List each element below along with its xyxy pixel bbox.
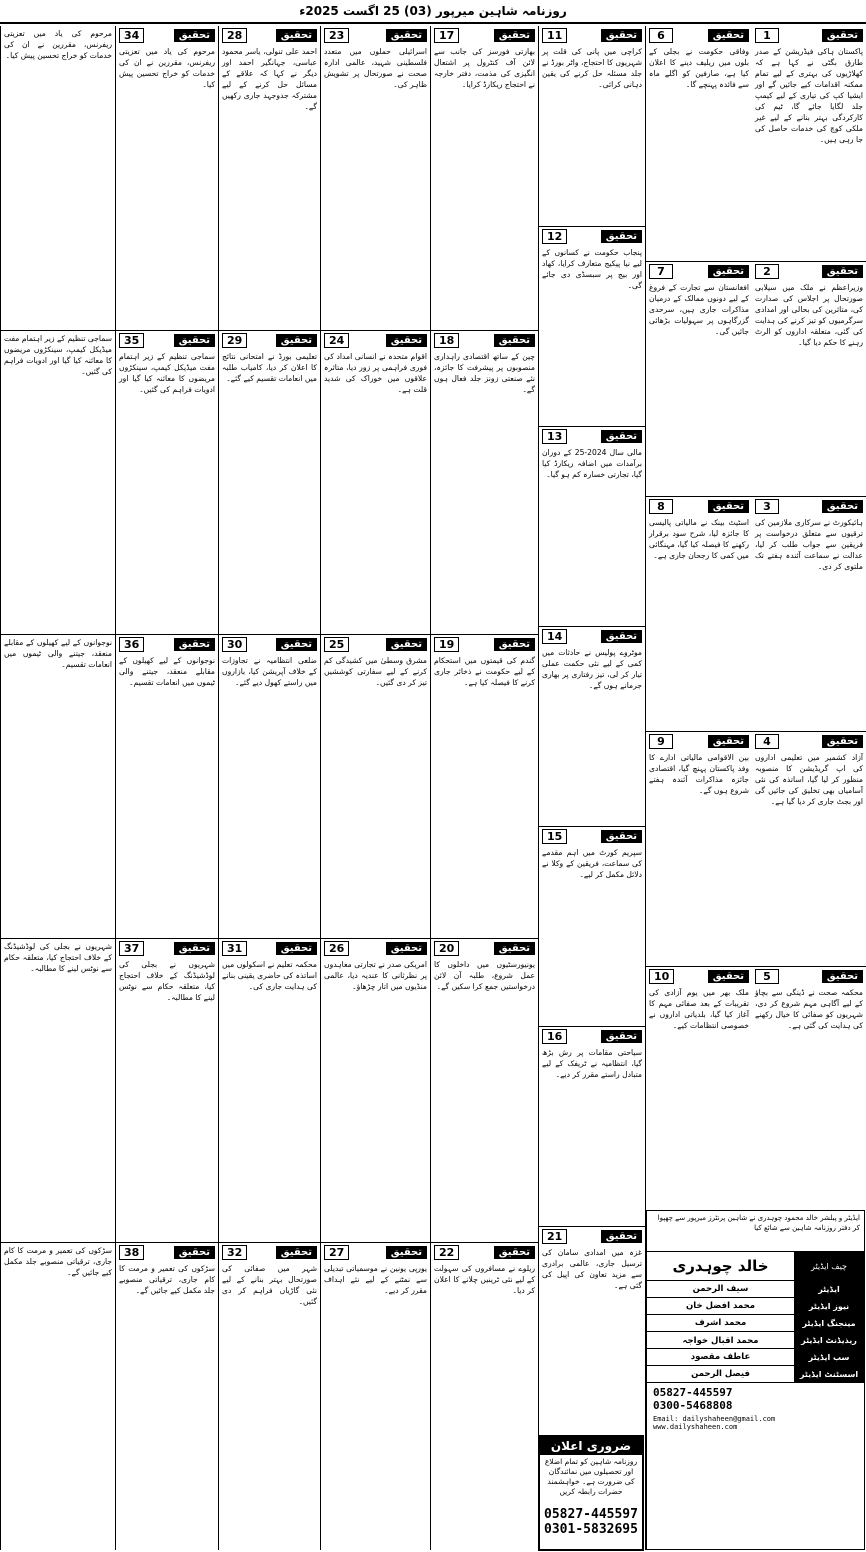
news-item — [646, 496, 752, 731]
news-item-text: نوجوانوں کے لیے کھیلوں کے مقابلے منعقد، جیتنے والی ٹیموں میں انعامات تقسیم۔ — [4, 638, 112, 669]
news-item-header — [542, 1029, 642, 1044]
staff-row — [647, 1281, 864, 1298]
news-item-header — [542, 829, 642, 844]
news-item-tag: تحقیق — [386, 29, 427, 42]
news-item-tag: تحقیق — [822, 735, 863, 748]
news-item-tag: تحقیق — [708, 970, 749, 983]
news-item-header — [222, 637, 317, 652]
news-item-text: سماجی تنظیم کے زیر اہتمام مفت میڈیکل کیمپ، سینکڑوں مریضوں کا معائنہ کیا گیا اور ادویات فراہم کی گئیں۔ — [4, 334, 112, 376]
news-item-number: 31 — [222, 941, 247, 956]
staff-role: نیوز ایڈیٹر — [794, 1298, 864, 1314]
news-item-number: 1 — [755, 28, 779, 43]
news-item-header — [542, 429, 642, 444]
news-item — [219, 938, 320, 1242]
news-item-number: 25 — [324, 637, 349, 652]
news-item — [219, 634, 320, 938]
news-item-header — [119, 333, 215, 348]
news-item-header — [324, 1245, 427, 1260]
imprint-staff — [647, 1281, 864, 1383]
news-item-text: موٹروے پولیس نے حادثات میں کمی کے لیے نئی حکمت عملی تیار کر لی، تیز رفتاری پر بھاری جرمانے ہوں گے۔ — [542, 648, 642, 690]
news-item — [539, 1226, 645, 1426]
news-item-number: 37 — [119, 941, 144, 956]
news-item-number: 19 — [434, 637, 459, 652]
news-item-text: افغانستان سے تجارت کے فروغ کے لیے دونوں ممالک کے درمیان مذاکرات جاری ہیں، سرحدی گزرگاہوں پر سہولیات بڑھائی جائیں گی۔ — [649, 283, 749, 336]
news-item-tag: تحقیق — [174, 1246, 215, 1259]
news-item-text: محکمہ تعلیم نے اسکولوں میں اساتذہ کی حاضری یقینی بنانے کی ہدایت جاری کی۔ — [222, 960, 317, 991]
news-item-number: 14 — [542, 629, 567, 644]
news-item-tag: تحقیق — [174, 334, 215, 347]
news-item — [219, 26, 320, 330]
news-item-header — [755, 969, 863, 984]
staff-name: عاطف مقصود — [690, 1352, 751, 1362]
news-item-number: 2 — [755, 264, 779, 279]
news-item — [539, 426, 645, 626]
news-item — [321, 938, 430, 1242]
news-item — [116, 1242, 218, 1546]
news-item-tag: تحقیق — [494, 29, 535, 42]
news-item-tag: تحقیق — [708, 29, 749, 42]
news-item — [646, 731, 752, 966]
column-7 — [115, 26, 218, 1550]
staff-name: محمد اشرف — [694, 1318, 747, 1328]
news-item-tag: تحقیق — [494, 334, 535, 347]
news-item-number: 28 — [222, 28, 247, 43]
notice-title: ضروری اعلان — [540, 1437, 642, 1455]
column-6 — [218, 26, 320, 1550]
news-item-header — [222, 941, 317, 956]
news-item-tag: تحقیق — [601, 430, 642, 443]
column-3 — [538, 26, 645, 1550]
imprint-chief — [647, 1252, 864, 1281]
notice-phone-2: 0301-5832695 — [544, 1522, 638, 1537]
news-item-text: چین کے ساتھ اقتصادی راہداری منصوبوں پر پیشرفت کا جائزہ، نئے صنعتی زونز جلد فعال ہوں گے۔ — [434, 352, 535, 394]
news-item — [646, 26, 752, 261]
news-item-number: 23 — [324, 28, 349, 43]
news-item-header — [755, 264, 863, 279]
news-item-number: 29 — [222, 333, 247, 348]
news-item-tag: تحقیق — [386, 1246, 427, 1259]
news-item-number: 36 — [119, 637, 144, 652]
news-item-tag: تحقیق — [708, 265, 749, 278]
news-item-number: 24 — [324, 333, 349, 348]
staff-name: محمد افضل خان — [686, 1301, 755, 1311]
news-item-text: سپریم کورٹ میں اہم مقدمے کی سماعت، فریقین کے وکلا نے دلائل مکمل کر لیے۔ — [542, 848, 642, 879]
notice-phone-1: 05827-445597 — [544, 1507, 638, 1522]
news-item-header — [119, 637, 215, 652]
news-item-number: 15 — [542, 829, 567, 844]
news-item-header — [649, 969, 749, 984]
news-item-text: اسٹیٹ بینک نے مالیاتی پالیسی کا جائزہ لیا، شرح سود برقرار رکھنے کا فیصلہ کیا گیا، مہنگائی میں کمی کا رجحان جاری ہے۔ — [649, 518, 749, 560]
news-item-header — [324, 941, 427, 956]
imprint-web[interactable]: www.dailyshaheen.com — [653, 1423, 738, 1431]
news-item-text: ہائیکورٹ نے سرکاری ملازمین کی ترقیوں سے متعلق درخواست پر فریقین سے جواب طلب کر لیا، عدالت نے سماعت آئندہ ہفتے تک ملتوی کر دی۔ — [755, 518, 863, 571]
phone-1: 05827-445597 — [653, 1386, 733, 1399]
news-item-text: وزیراعظم نے ملک میں سیلابی صورتحال پر اجلاس کی صدارت کی، متاثرین کی بحالی اور امدادی سرگرمیوں کو تیز کرنے کی ہدایت کی گئی، متعلقہ اداروں کو الرٹ رہنے کا حکم دیا گیا۔ — [755, 283, 863, 347]
news-item-header — [755, 28, 863, 43]
news-item-number: 30 — [222, 637, 247, 652]
news-item-text: شہر میں صفائی کی صورتحال بہتر بنانے کے لیے نئی گاڑیاں فراہم کر دی گئیں۔ — [222, 1264, 317, 1306]
news-item — [321, 634, 430, 938]
news-item-header — [649, 499, 749, 514]
news-item-tag: تحقیق — [822, 500, 863, 513]
column-4 — [430, 26, 538, 1550]
news-item-tag: تحقیق — [174, 638, 215, 651]
news-item-tag: تحقیق — [601, 1030, 642, 1043]
news-item — [752, 966, 866, 1201]
staff-name: سیف الرحمن — [692, 1284, 749, 1294]
news-item-number: 5 — [755, 969, 779, 984]
news-item-text: ضلعی انتظامیہ نے تجاوزات کے خلاف آپریشن کیا، بازاروں میں راستے کھول دیے گئے۔ — [222, 656, 317, 687]
news-item-tag: تحقیق — [822, 265, 863, 278]
news-item-text: مرحوم کی یاد میں تعزیتی ریفرنس، مقررین نے ان کی خدمات کو خراج تحسین پیش کیا۔ — [119, 47, 215, 89]
news-item-text: شہریوں نے بجلی کی لوڈشیڈنگ کے خلاف احتجاج کیا، متعلقہ حکام سے نوٹس لینے کا مطالبہ۔ — [4, 942, 112, 973]
news-item-header — [649, 264, 749, 279]
news-item — [646, 261, 752, 496]
news-item-header — [324, 333, 427, 348]
news-item-text: مرحوم کی یاد میں تعزیتی ریفرنس، مقررین نے ان کی خدمات کو خراج تحسین پیش کیا۔ — [4, 29, 112, 60]
imprint-phones — [647, 1383, 864, 1415]
news-item — [219, 1242, 320, 1546]
news-item-text: سیاحتی مقامات پر رش بڑھ گیا، انتظامیہ نے ٹریفک کے لیے متبادل راستے مقرر کر دیے۔ — [542, 1048, 642, 1079]
news-item-tag: تحقیق — [601, 830, 642, 843]
news-item-text: وفاقی حکومت نے بجلی کے بلوں میں ریلیف دینے کا اعلان کیا ہے، صارفین کو اگلے ماہ سے فائدہ پہنچے گا۔ — [649, 47, 749, 89]
news-item-number: 22 — [434, 1245, 459, 1260]
column-8 — [0, 26, 115, 1550]
news-item-number: 8 — [649, 499, 673, 514]
news-item-header — [434, 333, 535, 348]
news-item-header — [434, 941, 535, 956]
news-item-header — [542, 1229, 642, 1244]
staff-name: فیصل الرحمن — [691, 1369, 750, 1379]
news-item-text: تعلیمی بورڈ نے امتحانی نتائج کا اعلان کر دیا، کامیاب طلبہ میں انعامات تقسیم کیے گئے۔ — [222, 352, 317, 383]
staff-row — [647, 1315, 864, 1332]
news-item — [752, 26, 866, 261]
news-item-text: شہریوں نے بجلی کی لوڈشیڈنگ کے خلاف احتجاج کیا، متعلقہ حکام سے نوٹس لینے کا مطالبہ۔ — [119, 960, 215, 1002]
dateline: روزنامہ شاہین میرپور (03) 25 اگست 2025ء — [299, 4, 567, 18]
news-item-tag: تحقیق — [276, 29, 317, 42]
news-item-text: یورپی یونین نے موسمیاتی تبدیلی سے نمٹنے کے لیے نئے اہداف مقرر کر دیے۔ — [324, 1264, 427, 1295]
news-item-number: 20 — [434, 941, 459, 956]
news-item — [752, 261, 866, 496]
news-item-text: کراچی میں پانی کی قلت پر شہریوں کا احتجاج، واٹر بورڈ نے جلد مسئلہ حل کرنے کی یقین دہانی کرائی۔ — [541, 47, 642, 89]
staff-role: ایڈیٹر — [794, 1281, 864, 1297]
news-item-text: نوجوانوں کے لیے کھیلوں کے مقابلے منعقد، جیتنے والی ٹیموں میں انعامات تقسیم۔ — [119, 656, 215, 687]
news-item — [431, 1242, 538, 1546]
phone-2: 0300-5468808 — [653, 1399, 733, 1412]
chief-name: خالد چوہدری — [672, 1257, 769, 1275]
news-item-tag: تحقیق — [276, 334, 317, 347]
news-item-tag: تحقیق — [174, 29, 215, 42]
news-item-tag: تحقیق — [601, 1230, 642, 1243]
news-item-tag: تحقیق — [822, 29, 863, 42]
news-item-header — [542, 229, 642, 244]
news-item-continued — [1, 634, 115, 938]
news-item-text: مشرق وسطیٰ میں کشیدگی کم کرنے کے لیے سفارتی کوششیں تیز کر دی گئیں۔ — [324, 656, 427, 687]
news-item-text: سماجی تنظیم کے زیر اہتمام مفت میڈیکل کیمپ، سینکڑوں مریضوں کا معائنہ کیا گیا اور ادویات فراہم کی گئیں۔ — [119, 352, 215, 394]
news-item-header — [649, 28, 749, 43]
news-item — [431, 330, 538, 634]
news-item — [219, 330, 320, 634]
news-item — [116, 634, 218, 938]
news-item-number: 21 — [542, 1229, 567, 1244]
news-item — [321, 1242, 430, 1546]
news-item-text: یونیورسٹیوں میں داخلوں کا عمل شروع، طلبہ آن لائن درخواستیں جمع کرا سکیں گے۔ — [434, 960, 535, 991]
news-item-text: احمد علی تنولی، یاسر محمود عباسی، جہانگیر احمد اور دیگر نے کہا کہ علاقے کے مسائل حل کرنے کے لیے مشترکہ جدوجہد جاری رکھیں گے۔ — [222, 47, 317, 111]
news-item-header — [119, 941, 215, 956]
news-item-text: ملک بھر میں یوم آزادی کی تقریبات کے بعد صفائی مہم کا آغاز کیا گیا، بلدیاتی اداروں نے خصوصی انتظامات کیے۔ — [649, 988, 749, 1030]
news-item — [646, 966, 752, 1201]
news-item-tag: تحقیق — [601, 230, 642, 243]
news-item-text: اقوام متحدہ نے انسانی امداد کی فوری فراہمی پر زور دیا، متاثرہ علاقوں میں خوراک کی شدید قلت ہے۔ — [324, 352, 427, 394]
news-item-continued — [1, 1242, 115, 1546]
news-item-tag: تحقیق — [601, 29, 642, 42]
staff-name: محمد اقبال خواجہ — [682, 1335, 759, 1346]
news-item — [431, 26, 538, 330]
news-item-continued — [1, 938, 115, 1242]
news-item-header — [324, 28, 427, 43]
staff-row — [647, 1332, 864, 1349]
column-5 — [320, 26, 430, 1550]
news-item — [431, 634, 538, 938]
news-item-number: 9 — [649, 734, 673, 749]
news-item-number: 3 — [755, 499, 779, 514]
staff-row — [647, 1349, 864, 1366]
staff-role: ریذیڈنٹ ایڈیٹر — [794, 1332, 864, 1348]
news-item-header — [222, 1245, 317, 1260]
news-item — [539, 226, 645, 426]
news-item-text: آزاد کشمیر میں تعلیمی اداروں کی اپ گریڈیشن کا منصوبہ منظور کر لیا گیا، اساتذہ کی نئی آسامیاں بھی تخلیق کی جائیں گی اور بجٹ جاری کر دیا گیا ہے۔ — [755, 753, 863, 806]
news-item-header — [649, 734, 749, 749]
news-item-tag: تحقیق — [276, 942, 317, 955]
staff-role: سب ایڈیٹر — [794, 1349, 864, 1365]
news-item — [431, 938, 538, 1242]
news-item-header — [434, 28, 535, 43]
news-item-number: 17 — [434, 28, 459, 43]
news-item-text: پنجاب حکومت نے کسانوں کے لیے نیا پیکیج متعارف کرایا، کھاد اور بیج پر سبسڈی دی جائے گی۔ — [542, 248, 642, 290]
news-item-number: 10 — [649, 969, 674, 984]
news-item-number: 11 — [542, 28, 567, 43]
news-item-text: اسرائیلی حملوں میں متعدد فلسطینی شہید، عالمی ادارہ صحت نے صورتحال پر تشویش ظاہر کی۔ — [324, 47, 427, 89]
news-item-header — [755, 499, 863, 514]
news-item — [752, 731, 866, 966]
imprint-email[interactable]: Email: dailyshaheen@gmail.com — [653, 1415, 776, 1423]
news-item-text: غزہ میں امدادی سامان کی ترسیل جاری، عالمی برادری سے مزید تعاون کی اپیل کی گئی ہے۔ — [542, 1248, 642, 1290]
news-item-tag: تحقیق — [494, 942, 535, 955]
news-item-number: 6 — [649, 28, 673, 43]
news-item-text: مالی سال 2024-25 کے دوران برآمدات میں اضافہ ریکارڈ کیا گیا، تجارتی خسارہ کم ہو گیا۔ — [542, 448, 642, 479]
news-item-tag: تحقیق — [276, 638, 317, 651]
news-item-text: محکمہ صحت نے ڈینگی سے بچاؤ کے لیے آگاہی مہم شروع کر دی، شہریوں کو صفائی کا خیال رکھنے کی ہدایت کی گئی ہے۔ — [755, 988, 863, 1030]
news-item — [116, 330, 218, 634]
news-item-number: 13 — [542, 429, 567, 444]
news-item-tag: تحقیق — [601, 630, 642, 643]
news-item-header — [434, 1245, 535, 1260]
news-item-tag: تحقیق — [708, 500, 749, 513]
news-item-text: ریلوے نے مسافروں کی سہولت کے لیے نئی ٹرینیں چلانے کا اعلان کر دیا۔ — [434, 1264, 535, 1295]
news-item-number: 12 — [542, 229, 567, 244]
news-item-number: 35 — [119, 333, 144, 348]
news-item-tag: تحقیق — [386, 942, 427, 955]
news-item-header — [434, 637, 535, 652]
news-item — [321, 330, 430, 634]
news-item-text: بھارتی فورسز کی جانب سے لائن آف کنٹرول پر اشتعال انگیزی کی مذمت، دفتر خارجہ نے احتجاج ریکارڈ کرایا۔ — [434, 47, 535, 89]
staff-role: اسسٹنٹ ایڈیٹر — [794, 1366, 864, 1382]
news-item-text: گندم کی قیمتوں میں استحکام کے لیے حکومت نے ذخائر جاری کرنے کا فیصلہ کیا ہے۔ — [434, 656, 535, 687]
news-item-number: 16 — [542, 1029, 567, 1044]
news-item-tag: تحقیق — [708, 735, 749, 748]
news-item-header — [119, 1245, 215, 1260]
news-item-number: 32 — [222, 1245, 247, 1260]
news-item-tag: تحقیق — [494, 1246, 535, 1259]
news-item-number: 26 — [324, 941, 349, 956]
news-item — [321, 26, 430, 330]
notice-box — [538, 1435, 644, 1551]
news-item-number: 18 — [434, 333, 459, 348]
news-item-number: 38 — [119, 1245, 144, 1260]
staff-row — [647, 1366, 864, 1383]
news-item-header — [755, 734, 863, 749]
news-item-continued — [1, 26, 115, 330]
news-item-tag: تحقیق — [276, 1246, 317, 1259]
news-item-text: سڑکوں کی تعمیر و مرمت کا کام جاری، ترقیاتی منصوبے جلد مکمل کیے جائیں گے۔ — [4, 1246, 112, 1277]
news-item-number: 27 — [324, 1245, 349, 1260]
news-item-tag: تحقیق — [174, 942, 215, 955]
news-item — [116, 938, 218, 1242]
news-item-header — [542, 28, 642, 43]
news-item — [752, 496, 866, 731]
news-item — [539, 826, 645, 1026]
news-item-tag: تحقیق — [822, 970, 863, 983]
news-item-text: پاکستان ہاکی فیڈریشن کے صدر طارق بگٹی نے کہا ہے کہ کھلاڑیوں کی بہتری کے لیے تمام ممکنہ اقدامات کیے جائیں گے اور ایشیا کپ کی تیاری کے لیے کیمپ جلد لگایا جائے گا، ٹیم کی کارکردگی بہتر بنانے کے لیے غیر ملکی کوچ کی خدمات حاصل کی جا رہی ہیں۔ — [755, 47, 863, 144]
news-item-header — [222, 28, 317, 43]
news-item-tag: تحقیق — [386, 638, 427, 651]
news-item-number: 7 — [649, 264, 673, 279]
staff-role: مینجنگ ایڈیٹر — [794, 1315, 864, 1331]
news-item-number: 4 — [755, 734, 779, 749]
news-item-number: 34 — [119, 28, 144, 43]
news-item-header — [542, 629, 642, 644]
chief-role: چیف ایڈیٹر — [794, 1252, 864, 1280]
news-item-header — [324, 637, 427, 652]
news-item-text: امریکی صدر نے تجارتی معاہدوں پر نظرثانی کا عندیہ دیا، عالمی منڈیوں میں اتار چڑھاؤ۔ — [324, 960, 427, 991]
news-item — [539, 26, 645, 226]
staff-row — [647, 1298, 864, 1315]
news-item-continued — [1, 330, 115, 634]
news-item-text: سڑکوں کی تعمیر و مرمت کا کام جاری، ترقیاتی منصوبے جلد مکمل کیے جائیں گے۔ — [119, 1264, 215, 1295]
news-item-text: بین الاقوامی مالیاتی ادارے کا وفد پاکستان پہنچ گیا، اقتصادی جائزہ مذاکرات آئندہ ہفتے شروع ہوں گے۔ — [649, 753, 749, 795]
imprint-box — [646, 1210, 865, 1550]
news-item — [539, 626, 645, 826]
masthead — [0, 0, 866, 24]
news-item-tag: تحقیق — [494, 638, 535, 651]
imprint-address: ایڈیٹر و پبلشر خالد محمود چوہدری نے شاہین پرنٹرز میرپور سے چھپوا کر دفتر روزنامہ شاہین سے شائع کیا — [647, 1211, 864, 1252]
news-item — [116, 26, 218, 330]
news-item-header — [222, 333, 317, 348]
news-item-tag: تحقیق — [386, 334, 427, 347]
news-item — [539, 1026, 645, 1226]
news-item-header — [119, 28, 215, 43]
notice-body: روزنامہ شاہین کو تمام اضلاع اور تحصیلوں میں نمائندگان کی ضرورت ہے۔ خواہشمند حضرات رابطہ کریں — [544, 1457, 638, 1496]
